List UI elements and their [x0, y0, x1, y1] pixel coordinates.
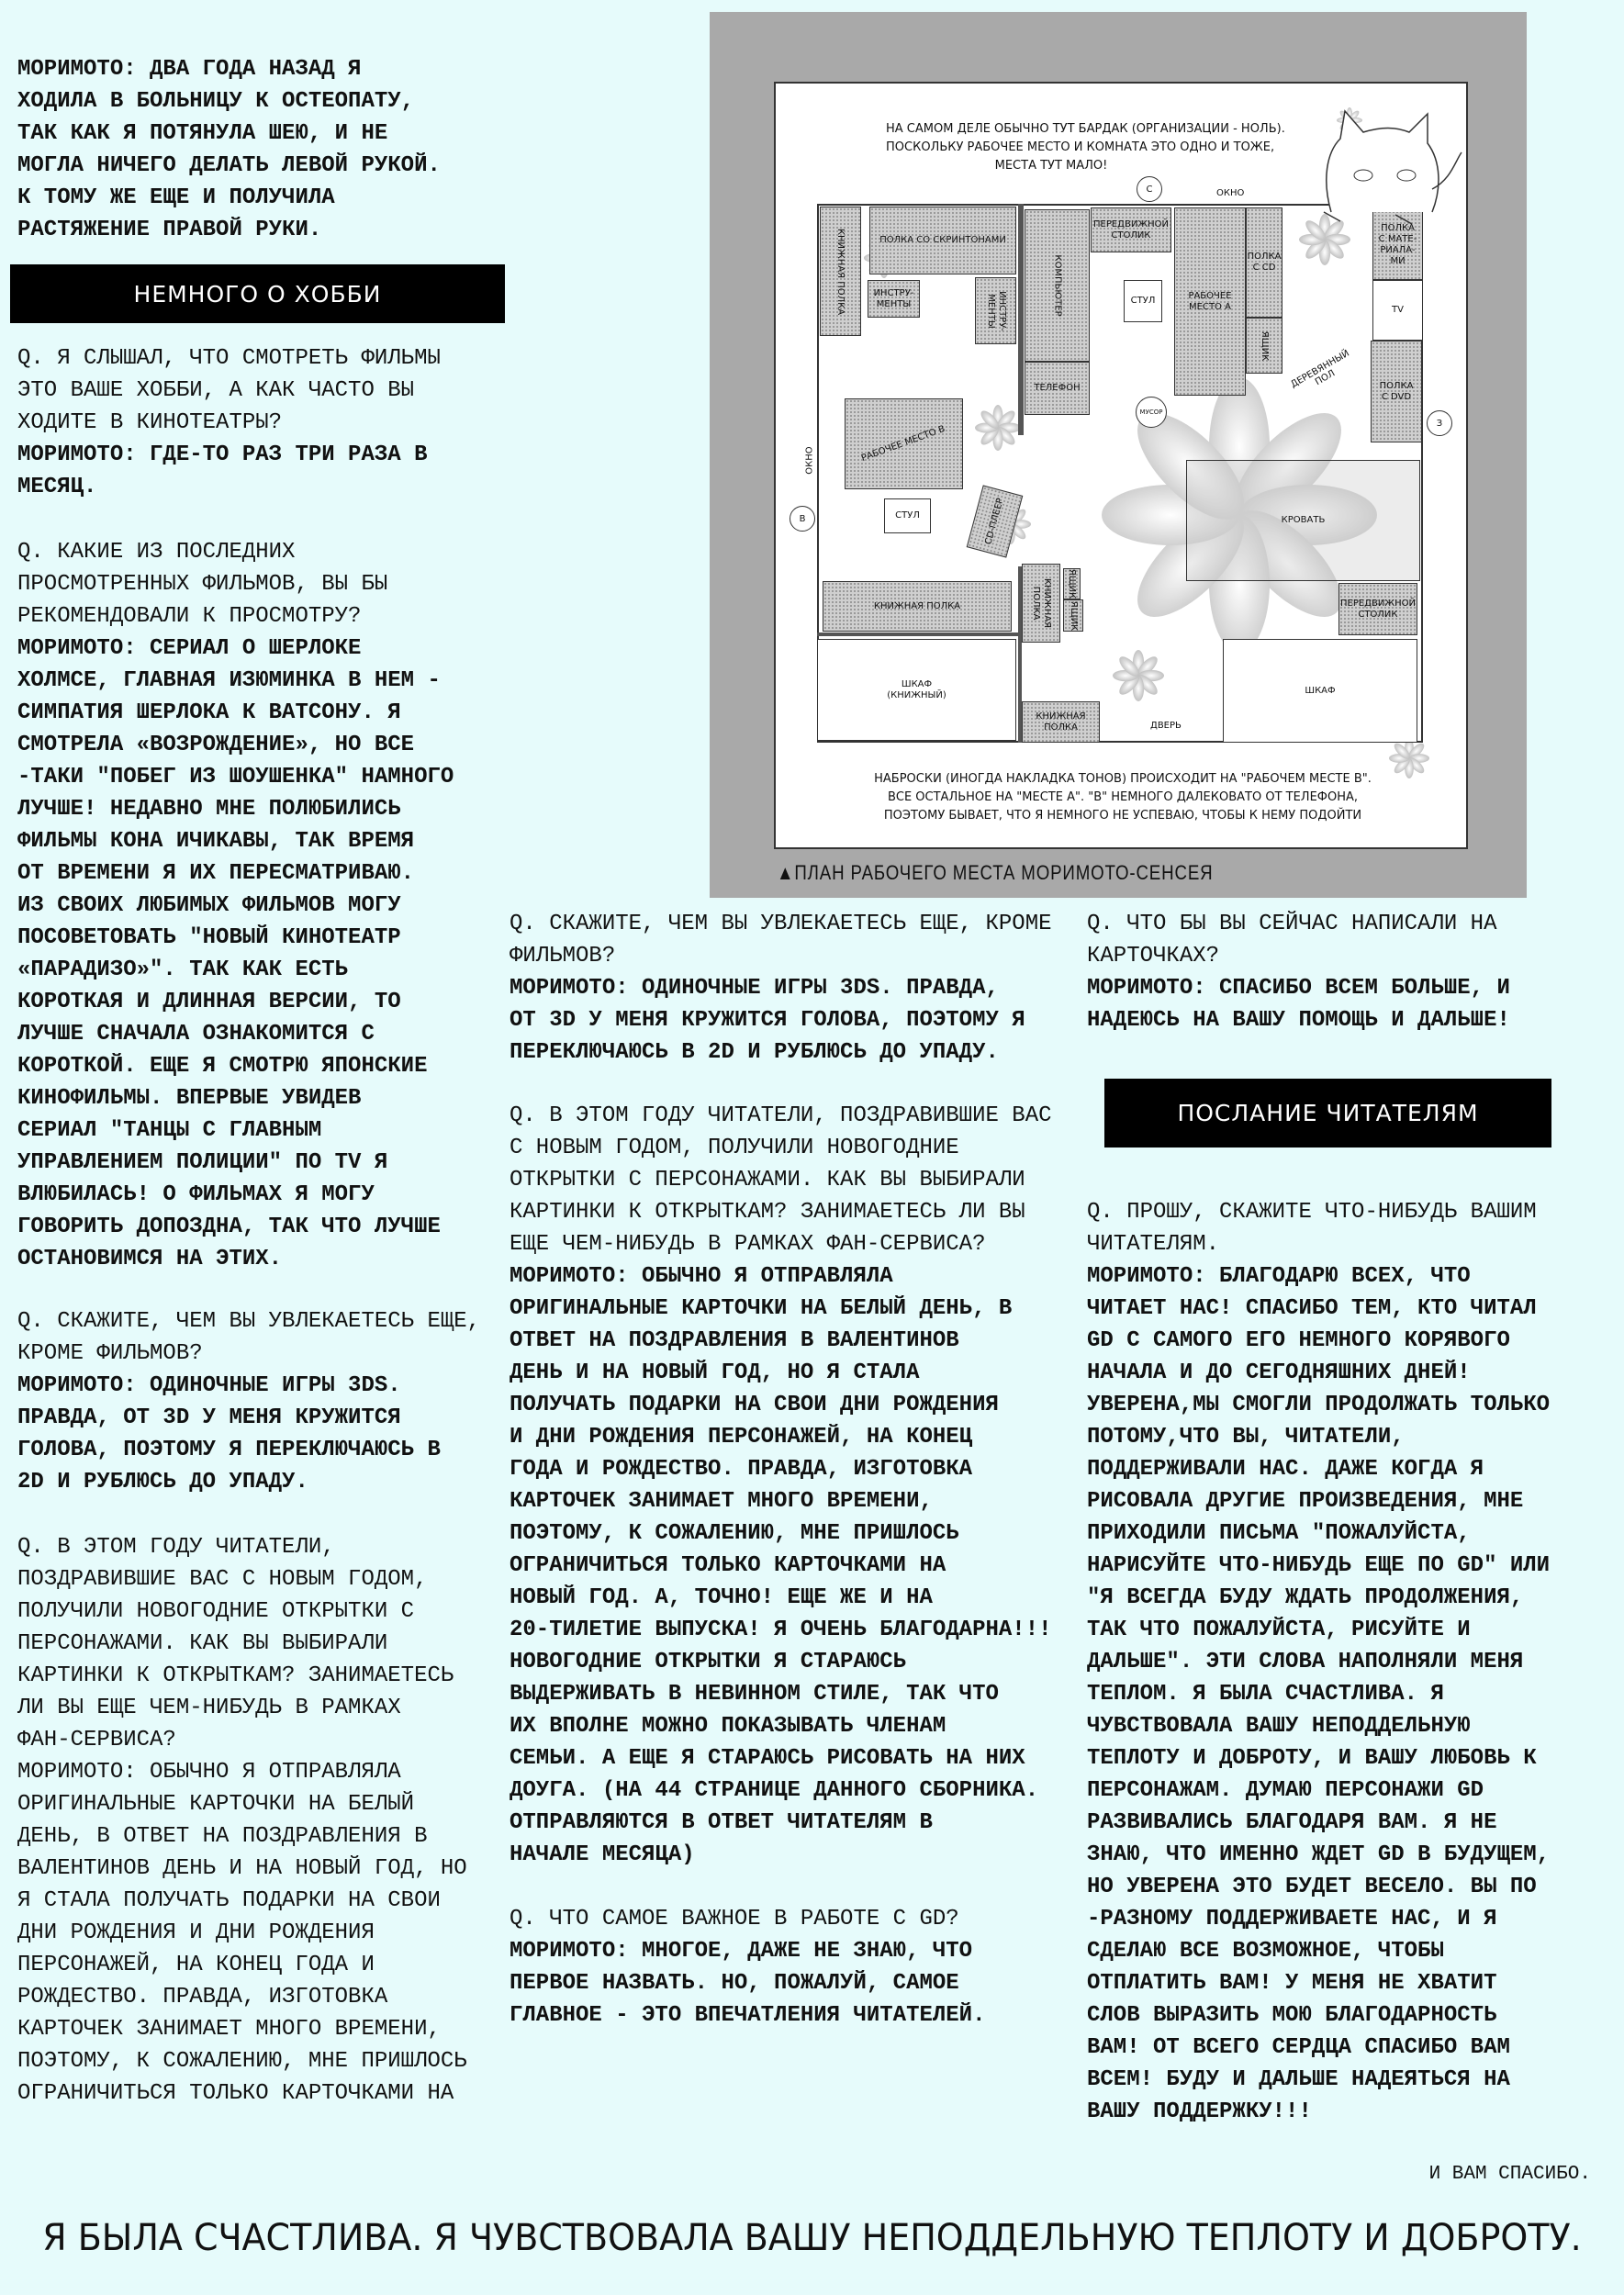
plan-item-label: КНИЖНАЯ ПОЛКА: [835, 228, 846, 315]
answer-line: НАЧАЛЕ МЕСЯЦА): [510, 1842, 695, 1867]
question-line: ДЕНЬ, В ОТВЕТ НА ПОЗДРАВЛЕНИЯ В: [17, 1824, 428, 1849]
plan-label-wood-floor: ДЕРЕВЯННЫЙ ПОЛ: [1289, 348, 1351, 390]
question-line: Q. СКАЖИТЕ, ЧЕМ ВЫ УВЛЕКАЕТЕСЬ ЕЩЕ,: [17, 1309, 481, 1334]
plan-item-cart-right: [1338, 583, 1417, 635]
marker-label: С: [1146, 184, 1153, 195]
answer-line: ОТПЛАТИТЬ ВАМ! У МЕНЯ НЕ ХВАТИТ: [1087, 1971, 1497, 1996]
section-title: ПОСЛАНИЕ ЧИТАТЕЛЯМ: [1177, 1100, 1479, 1126]
plan-item-label: ИНСТРУ- МЕНТЫ: [873, 287, 914, 309]
plan-item-bookshelf-mid: [1022, 564, 1060, 643]
question-line: С НОВЫМ ГОДОМ, ПОЛУЧИЛИ НОВОГОДНИЕ: [510, 1136, 959, 1160]
plan-label-window-top: ОКНО: [1216, 188, 1245, 198]
plan-item-desk-a: [1174, 207, 1246, 396]
answer-line: ВЛЮБИЛАСЬ! О ФИЛЬМАХ Я МОГУ: [17, 1182, 375, 1207]
plan-item-cd-shelf: [1246, 207, 1282, 318]
answer-line: СЕМЬИ. А ЕЩЕ Я СТАРАЮСЬ РИСОВАТЬ НА НИХ: [510, 1746, 1025, 1771]
answer-line: КОРОТКОЙ. ЕЩЕ Я СМОТРЮ ЯПОНСКИЕ: [17, 1054, 428, 1079]
question-line: ПРОСМОТРЕННЫХ ФИЛЬМОВ, ВЫ БЫ: [17, 572, 388, 597]
answer-line: РИСОВАЛА ДРУГИЕ ПРОИЗВЕДЕНИЯ, МНЕ: [1087, 1489, 1524, 1514]
qa-most-important: [510, 1903, 985, 2032]
plan-item-label: ШКАФ (КНИЖНЫЙ): [887, 678, 946, 700]
qa-new-year-cards: [17, 1531, 467, 2110]
intro-paragraph: [17, 53, 441, 246]
plan-item-tools2: [975, 277, 1016, 344]
plan-item-label: КНИЖНАЯ ПОЛКА: [873, 600, 961, 611]
plan-item-label: TV: [1392, 305, 1404, 315]
qa-new-year-cards-middle: [510, 1100, 1052, 1871]
plan-label-door: ДВЕРЬ: [1150, 721, 1182, 731]
answer-line: ПЕРЕКЛЮЧАЮСЬ В 2D И РУБЛЮСЬ ДО УПАДУ.: [510, 1040, 999, 1065]
question-line: Q. В ЭТОМ ГОДУ ЧИТАТЕЛИ, ПОЗДРАВИВШИЕ ВАС: [510, 1103, 1052, 1128]
plan-item-label: CD-ПЛЕЕР: [982, 497, 1006, 546]
answer-line: СМОТРЕЛА «ВОЗРОЖДЕНИЕ», НО ВСЕ: [17, 733, 415, 757]
question-line: Q. ЧТО БЫ ВЫ СЕЙЧАС НАПИСАЛИ НА: [1087, 912, 1497, 936]
view-marker-z: [1427, 410, 1452, 436]
answer-line: МОРИМОТО: ДВА ГОДА НАЗАД Я: [17, 57, 362, 82]
answer-line: РАСТЯЖЕНИЕ ПРАВОЙ РУКИ.: [17, 218, 322, 242]
question-line: Я СТАЛА ПОЛУЧАТЬ ПОДАРКИ НА СВОИ: [17, 1888, 441, 1913]
marker-label: В: [799, 513, 806, 524]
answer-line: ПОДДЕРЖИВАЛИ НАС. ДАЖЕ КОГДА Я: [1087, 1457, 1484, 1482]
answer-line: НАЧАЛА И ДО СЕГОДНЯШНИХ ДНЕЙ!: [1087, 1360, 1471, 1385]
answer-line: ЛУЧШЕ СНАЧАЛА ОЗНАКОМИТСЯ С: [17, 1022, 375, 1047]
answer-line: ДЕНЬ И НА НОВЫЙ ГОД, НО Я СТАЛА: [510, 1360, 920, 1385]
answer-line: ТЕПЛОТУ И ДОБРОТУ, И ВАШУ ЛЮБОВЬ К: [1087, 1746, 1537, 1771]
answer-line: ТАК ЧТО ПОЖАЛУЙСТА, РИСУЙТЕ И: [1087, 1618, 1471, 1642]
answer-line: ВЫДЕРЖИВАТЬ В НЕВИННОМ СТИЛЕ, ТАК ЧТО: [510, 1682, 999, 1707]
answer-line: "Я ВСЕГДА БУДУ ЖДАТЬ ПРОДОЛЖЕНИЯ,: [1087, 1585, 1524, 1610]
plan-item-screentone-shelf: [869, 207, 1016, 274]
thanks-note: И ВАМ СПАСИБО.: [1428, 2164, 1591, 2185]
footer-handwritten-line: Я БЫЛА СЧАСТЛИВА. Я ЧУВСТВОВАЛА ВАШУ НЕПОДДЕЛЬНУЮ ТЕПЛОТУ И ДОБРОТУ.: [42, 2217, 1582, 2259]
answer-line: ОСТАНОВИМСЯ НА ЭТИХ.: [17, 1247, 283, 1271]
answer-line: КАРТОЧЕК ЗАНИМАЕТ МНОГО ВРЕМЕНИ,: [510, 1489, 933, 1514]
question-line: ЕЩЕ ЧЕМ-НИБУДЬ В РАМКАХ ФАН-СЕРВИСА?: [510, 1232, 986, 1257]
answer-line: МОРИМОТО: ОБЫЧНО Я ОТПРАВЛЯЛА: [510, 1264, 893, 1289]
answer-line: ТАК КАК Я ПОТЯНУЛА ШЕЮ, И НЕ: [17, 121, 388, 146]
plan-item-label: СТУЛ: [895, 510, 920, 521]
answer-line: КИНОФИЛЬМЫ. ВПЕРВЫЕ УВИДЕВ: [17, 1086, 362, 1111]
qa-cards-message: [1087, 908, 1510, 1036]
answer-line: МОРИМОТО: ГДЕ-ТО РАЗ ТРИ РАЗА В: [17, 442, 428, 467]
answer-line: ОТ ВРЕМЕНИ Я ИХ ПЕРЕСМАТРИВАЮ.: [17, 861, 415, 886]
trash-bin-marker: [1136, 397, 1167, 428]
answer-line: ИЗ СВОИХ ЛЮБИМЫХ ФИЛЬМОВ МОГУ: [17, 893, 401, 918]
answer-line: СЛОВ ВЫРАЗИТЬ МОЮ БЛАГОДАРНОСТЬ: [1087, 2003, 1497, 2028]
question-line: РОЖДЕСТВО. ПРАВДА, ИЗГОТОВКА: [17, 1985, 388, 2010]
answer-line: ОТ 3D У МЕНЯ КРУЖИТСЯ ГОЛОВА, ПОЭТОМУ Я: [510, 1008, 1025, 1033]
answer-line: -РАЗНОМУ ПОДДЕРЖИВАЕТЕ НАС, И Я: [1087, 1907, 1497, 1931]
answer-line: СЕРИАЛ "ТАНЦЫ С ГЛАВНЫМ: [17, 1118, 322, 1143]
question-line: Q. СКАЖИТЕ, ЧЕМ ВЫ УВЛЕКАЕТЕСЬ ЕЩЕ, КРОМЕ: [510, 912, 1052, 936]
view-marker-c: [1137, 176, 1162, 202]
question-line: Q. ПРОШУ, СКАЖИТЕ ЧТО-НИБУДЬ ВАШИМ: [1087, 1200, 1537, 1225]
question-line: ПОЭТОМУ, К СОЖАЛЕНИЮ, МНЕ ПРИШЛОСЬ: [17, 2049, 467, 2074]
question-line: ЭТО ВАШЕ ХОББИ, А КАК ЧАСТО ВЫ: [17, 378, 415, 403]
question-line: ЧИТАТЕЛЯМ.: [1087, 1232, 1220, 1257]
plan-item-computer: [1025, 209, 1090, 362]
plan-item-phone: [1025, 362, 1090, 415]
answer-line: МОРИМОТО: ОДИНОЧНЫЕ ИГРЫ 3DS. ПРАВДА,: [510, 976, 999, 1001]
marker-label: МУСОР: [1139, 409, 1163, 416]
plan-item-label: ШКАФ: [1305, 685, 1336, 696]
answer-line: ВАМ! ОТ ВСЕГО СЕРДЦА СПАСИБО ВАМ: [1087, 2035, 1510, 2060]
answer-line: ПОТОМУ,ЧТО ВЫ, ЧИТАТЕЛИ,: [1087, 1425, 1405, 1450]
plan-item-label: ЯЩИК: [1067, 568, 1078, 599]
plan-item-label: РАБОЧЕЕ МЕСТО В: [860, 423, 947, 464]
answer-line: МОРИМОТО: БЛАГОДАРЮ ВСЕХ, ЧТО: [1087, 1264, 1471, 1289]
section-header-hobby: [10, 264, 505, 323]
plan-item-label: ИНСТРУ- МЕНТЫ: [985, 290, 1007, 331]
answer-line: МОРИМОТО: МНОГОЕ, ДАЖЕ НЕ ЗНАЮ, ЧТО: [510, 1939, 973, 1964]
plan-item-label: ПЕРЕДВИЖНОЙ СТОЛИК: [1093, 218, 1169, 241]
plan-item-drawer-a: [1246, 318, 1282, 374]
answer-line: ОГРАНИЧИТЬСЯ ТОЛЬКО КАРТОЧКАМИ НА: [510, 1553, 946, 1578]
answer-line: ОТПРАВЛЯЮТСЯ В ОТВЕТ ЧИТАТЕЛЯМ В: [510, 1810, 933, 1835]
answer-line: ГОЛОВА, ПОЭТОМУ Я ПЕРЕКЛЮЧАЮСЬ В: [17, 1438, 441, 1462]
answer-line: ВАШУ ПОДДЕРЖКУ!!!: [1087, 2099, 1312, 2124]
answer-line: ФИЛЬМЫ КОНА ИЧИКАВЫ, ТАК ВРЕМЯ: [17, 829, 415, 854]
answer-line: 2D И РУБЛЮСЬ ДО УПАДУ.: [17, 1470, 308, 1495]
plan-item-tv: [1372, 280, 1423, 341]
question-line: ПЕРСОНАЖАМИ. КАК ВЫ ВЫБИРАЛИ: [17, 1631, 388, 1656]
plan-item-label: ПОЛКА С CD: [1247, 252, 1282, 273]
question-line: КАРТИНКИ К ОТКРЫТКАМ? ЗАНИМАЕТЕСЬ: [17, 1663, 454, 1688]
answer-line: ПОЭТОМУ, К СОЖАЛЕНИЮ, МНЕ ПРИШЛОСЬ: [510, 1521, 959, 1546]
answer-line: 20-ТИЛЕТИЕ ВЫПУСКА! Я ОЧЕНЬ БЛАГОДАРНА!!!: [510, 1618, 1052, 1642]
answer-line: ОТВЕТ НА ПОЗДРАВЛЕНИЯ В ВАЛЕНТИНОВ: [510, 1328, 959, 1353]
plan-item-label: КНИЖНАЯ ПОЛКА: [1031, 577, 1052, 629]
answer-line: СИМПАТИЯ ШЕРЛОКА К ВАТСОНУ. Я: [17, 700, 401, 725]
cat-illustration: [1304, 106, 1468, 235]
answer-line: ХОЛМСЕ, ГЛАВНАЯ ИЗЮМИНКА В НЕМ -: [17, 668, 441, 693]
answer-line: МЕСЯЦ.: [17, 475, 97, 499]
answer-line: НО УВЕРЕНА ЭТО БУДЕТ ВЕСЕЛО. ВЫ ПО: [1087, 1875, 1537, 1899]
answer-line: ПРАВДА, ОТ 3D У МЕНЯ КРУЖИТСЯ: [17, 1405, 401, 1430]
plan-item-label: ПЕРЕДВИЖНОЙ СТОЛИК: [1340, 598, 1416, 620]
floor-plan-panel: [774, 82, 1468, 849]
answer-line: ПРИХОДИЛИ ПИСЬМА "ПОЖАЛУЙСТА,: [1087, 1521, 1471, 1546]
question-line: КАРТОЧЕК ЗАНИМАЕТ МНОГО ВРЕМЕНИ,: [17, 2017, 441, 2042]
answer-line: УПРАВЛЕНИЕМ ПОЛИЦИИ" ПО TV Я: [17, 1150, 388, 1175]
answer-line: И ДНИ РОЖДЕНИЯ ПЕРСОНАЖЕЙ, НА КОНЕЦ: [510, 1425, 973, 1450]
question-line: ЛИ ВЫ ЕЩЕ ЧЕМ-НИБУДЬ В РАМКАХ: [17, 1696, 401, 1720]
plan-item-drawer-b1: [1063, 568, 1081, 599]
answer-line: ГОДА И РОЖДЕСТВО. ПРАВДА, ИЗГОТОВКА: [510, 1457, 973, 1482]
answer-line: НАРИСУЙТЕ ЧТО-НИБУДЬ ЕЩЕ ПО GD" ИЛИ: [1087, 1553, 1551, 1578]
plan-item-bookshelf-bl: [823, 581, 1012, 632]
answer-line: НОВОГОДНИЕ ОТКРЫТКИ Я СТАРАЮСЬ: [510, 1650, 907, 1674]
answer-line: ЧИТАЕТ НАС! СПАСИБО ТЕМ, КТО ЧИТАЛ: [1087, 1296, 1537, 1321]
plan-item-wardrobe: [1223, 639, 1417, 743]
plan-bottom-note: НАБРОСКИ (ИНОГДА НАКЛАДКА ТОНОВ) ПРОИСХОДИТ НА "РАБОЧЕМ МЕСТЕ В". ВСЕ ОСТАЛЬНОЕ НА "МЕСТЕ А". "В" НЕМНОГО ДАЛЕКОВАТО ОТ ТЕЛЕФОНА, ПОЭТОМУ БЫВАЕТ, ЧТО Я НЕМНОГО НЕ УСПЕВАЮ, ЧТОБЫ К НЕМУ ПОДОЙТИ: [874, 772, 1372, 823]
plan-item-bookshelf-bottom: [1022, 701, 1100, 743]
wall: [1018, 204, 1024, 435]
question-line: КРОМЕ ФИЛЬМОВ?: [17, 1341, 203, 1366]
plan-item-label: ЯЩИК: [1069, 600, 1079, 631]
answer-line: ПЕРСОНАЖАМ. ДУМАЮ ПЕРСОНАЖИ GD: [1087, 1778, 1484, 1803]
plan-label-window-left: ОКНО: [804, 446, 815, 475]
answer-line: «ПАРАДИЗО»". ТАК КАК ЕСТЬ: [17, 957, 349, 982]
plan-item-tools1: [868, 280, 920, 318]
answer-line: GD С САМОГО ЕГО НЕМНОГО КОРЯВОГО: [1087, 1328, 1510, 1353]
question-line: Q. КАКИЕ ИЗ ПОСЛЕДНИХ: [17, 540, 296, 565]
answer-line: ВСЕМ! БУДУ И ДАЛЬШЕ НАДЕЯТЬСЯ НА: [1087, 2067, 1510, 2092]
question-line: ХОДИТЕ В КИНОТЕАТРЫ?: [17, 410, 283, 435]
answer-line: ГЛАВНОЕ - ЭТО ВПЕЧАТЛЕНИЯ ЧИТАТЕЛЕЙ.: [510, 2003, 986, 2028]
answer-line: УВЕРЕНА,МЫ СМОГЛИ ПРОДОЛЖАТЬ ТОЛЬКО: [1087, 1393, 1551, 1417]
question-line: ОГРАНИЧИТЬСЯ ТОЛЬКО КАРТОЧКАМИ НА: [17, 2081, 454, 2106]
answer-line: ЧУВСТВОВАЛА ВАШУ НЕПОДДЕЛЬНУЮ: [1087, 1714, 1471, 1739]
question-line: ДНИ РОЖДЕНИЯ И ДНИ РОЖДЕНИЯ: [17, 1920, 375, 1945]
qa-message-to-readers: [1087, 1196, 1550, 2128]
answer-line: ИХ ВПОЛНЕ МОЖНО ПОКАЗЫВАТЬ ЧЛЕНАМ: [510, 1714, 946, 1739]
answer-line: ГОВОРИТЬ ДОПОЗДНА, ТАК ЧТО ЛУЧШЕ: [17, 1215, 441, 1239]
plan-item-desk-b: [845, 398, 963, 489]
answer-line: СДЕЛАЮ ВСЕ ВОЗМОЖНОЕ, ЧТОБЫ: [1087, 1939, 1444, 1964]
marker-label: З: [1436, 418, 1443, 429]
question-line: Q. ЧТО САМОЕ ВАЖНОЕ В РАБОТЕ С GD?: [510, 1907, 959, 1931]
plan-item-label: ПОЛКА С МАТЕ- РИАЛА- МИ: [1378, 222, 1417, 266]
plan-caption: ▲ПЛАН РАБОЧЕГО МЕСТА МОРИМОТО-СЕНСЕЯ: [777, 861, 1214, 884]
answer-line: ДОУГА. (НА 44 СТРАНИЦЕ ДАННОГО СБОРНИКА.: [510, 1778, 1039, 1803]
question-line: РЕКОМЕНДОВАЛИ К ПРОСМОТРУ?: [17, 604, 362, 629]
answer-line: МОРИМОТО: СЕРИАЛ О ШЕРЛОКЕ: [17, 636, 362, 661]
wall: [1018, 566, 1022, 743]
plan-item-label: ТЕЛЕФОН: [1034, 383, 1081, 393]
question-line: КАРТИНКИ К ОТКРЫТКАМ? ЗАНИМАЕТЕСЬ ЛИ ВЫ: [510, 1200, 1025, 1225]
answer-line: ЗНАЮ, ЧТО ИМЕННО ЖДЕТ GD В БУДУЩЕМ,: [1087, 1842, 1551, 1867]
plan-item-dvd-shelf: [1371, 341, 1422, 442]
answer-line: НАДЕЮСЬ НА ВАШУ ПОМОЩЬ И ДАЛЬШЕ!: [1087, 1008, 1510, 1033]
answer-line: МОРИМОТО: СПАСИБО ВСЕМ БОЛЬШЕ, И: [1087, 976, 1510, 1001]
question-line: ПЕРСОНАЖЕЙ, НА КОНЕЦ ГОДА И: [17, 1953, 375, 1977]
answer-line: КОРОТКАЯ И ДЛИННАЯ ВЕРСИИ, ТО: [17, 990, 401, 1014]
answer-line: ОРИГИНАЛЬНЫЕ КАРТОЧКИ НА БЕЛЫЙ ДЕНЬ, В: [510, 1296, 1013, 1321]
answer-line: ТЕПЛОМ. Я БЫЛА СЧАСТЛИВА. Я: [1087, 1682, 1444, 1707]
answer-line: К ТОМУ ЖЕ ЕЩЕ И ПОЛУЧИЛА: [17, 185, 335, 210]
wall: [817, 633, 1021, 636]
question-line: ФАН-СЕРВИСА?: [17, 1728, 176, 1752]
plan-item-label: КНИЖНАЯ ПОЛКА: [1036, 711, 1086, 733]
section-title: НЕМНОГО О ХОББИ: [133, 280, 382, 308]
answer-line: МОРИМОТО: ОДИНОЧНЫЕ ИГРЫ 3DS.: [17, 1373, 401, 1398]
qa-cinema-frequency: [17, 342, 441, 503]
plan-top-note: НА САМОМ ДЕЛЕ ОБЫЧНО ТУТ БАРДАК (ОРГАНИЗАЦИИ - НОЛЬ). ПОСКОЛЬКУ РАБОЧЕЕ МЕСТО И КОМНАТА ЭТО ОДНО И ТОЖЕ, МЕСТА ТУТ МАЛО!: [886, 122, 1285, 173]
question-line: Q. В ЭТОМ ГОДУ ЧИТАТЕЛИ,: [17, 1535, 335, 1560]
plan-item-label: ПОЛКА С DVD: [1379, 380, 1414, 402]
answer-line: ДАЛЬШЕ". ЭТИ СЛОВА НАПОЛНЯЛИ МЕНЯ: [1087, 1650, 1524, 1674]
plan-item-label: СТУЛ: [1130, 296, 1156, 306]
qa-other-hobbies: [17, 1305, 480, 1498]
plan-item-wardrobe-books: [817, 639, 1016, 741]
question-line: ОТКРЫТКИ С ПЕРСОНАЖАМИ. КАК ВЫ ВЫБИРАЛИ: [510, 1168, 1025, 1192]
answer-line: ХОДИЛА В БОЛЬНИЦУ К ОСТЕОПАТУ,: [17, 89, 415, 114]
question-line: ПОЗДРАВИВШИЕ ВАС С НОВЫМ ГОДОМ,: [17, 1567, 428, 1592]
answer-line: ПЕРВОЕ НАЗВАТЬ. НО, ПОЖАЛУЙ, САМОЕ: [510, 1971, 959, 1996]
plan-item-label: КРОВАТЬ: [1281, 515, 1326, 525]
question-line: КАРТОЧКАХ?: [1087, 944, 1220, 968]
plan-item-label: РАБОЧЕЕ МЕСТО А: [1188, 290, 1232, 312]
answer-line: -ТАКИ "ПОБЕГ ИЗ ШОУШЕНКА" НАМНОГО: [17, 765, 454, 789]
question-line: Q. Я СЛЫШАЛ, ЧТО СМОТРЕТЬ ФИЛЬМЫ: [17, 346, 441, 371]
question-line: ПОЛУЧИЛИ НОВОГОДНИЕ ОТКРЫТКИ С: [17, 1599, 415, 1624]
plan-item-chair-b: [884, 498, 931, 533]
answer-line: НОВЫЙ ГОД. А, ТОЧНО! ЕЩЕ ЖЕ И НА: [510, 1585, 933, 1610]
plan-item-bed: [1186, 460, 1420, 581]
plan-item-label: ПОЛКА СО СКРИНТОНАМИ: [879, 235, 1006, 245]
section-header-message: [1104, 1079, 1551, 1148]
floor-plan-figure: [710, 12, 1527, 898]
plan-item-label: КОМПЬЮТЕР: [1052, 254, 1063, 317]
question-line: ФИЛЬМОВ?: [510, 944, 616, 968]
answer-line: ЛУЧШЕ! НЕДАВНО МНЕ ПОЛЮБИЛИСЬ: [17, 797, 401, 822]
plan-item-label: ЯЩИК: [1260, 330, 1270, 361]
plan-item-chair-a: [1124, 280, 1162, 322]
plan-item-bookshelf-tl: [820, 207, 861, 336]
plan-item-cart-top: [1091, 207, 1171, 252]
question-line: ВАЛЕНТИНОВ ДЕНЬ И НА НОВЫЙ ГОД, НО: [17, 1856, 467, 1881]
answer-line: ПОЛУЧАТЬ ПОДАРКИ НА СВОИ ДНИ РОЖДЕНИЯ: [510, 1393, 999, 1417]
qa-other-hobbies-middle: [510, 908, 1052, 1069]
view-marker-b: [790, 506, 815, 532]
answer-line: РАЗВИВАЛИСЬ БЛАГОДАРЯ ВАМ. Я НЕ: [1087, 1810, 1497, 1835]
answer-line: МОГЛА НИЧЕГО ДЕЛАТЬ ЛЕВОЙ РУКОЙ.: [17, 153, 441, 178]
qa-recommended-films: [17, 536, 454, 1275]
answer-line: ПОСОВЕТОВАТЬ "НОВЫЙ КИНОТЕАТР: [17, 925, 401, 950]
question-line: ОРИГИНАЛЬНЫЕ КАРТОЧКИ НА БЕЛЫЙ: [17, 1792, 415, 1817]
plan-item-drawer-b2: [1063, 599, 1083, 632]
question-line: МОРИМОТО: ОБЫЧНО Я ОТПРАВЛЯЛА: [17, 1760, 401, 1785]
